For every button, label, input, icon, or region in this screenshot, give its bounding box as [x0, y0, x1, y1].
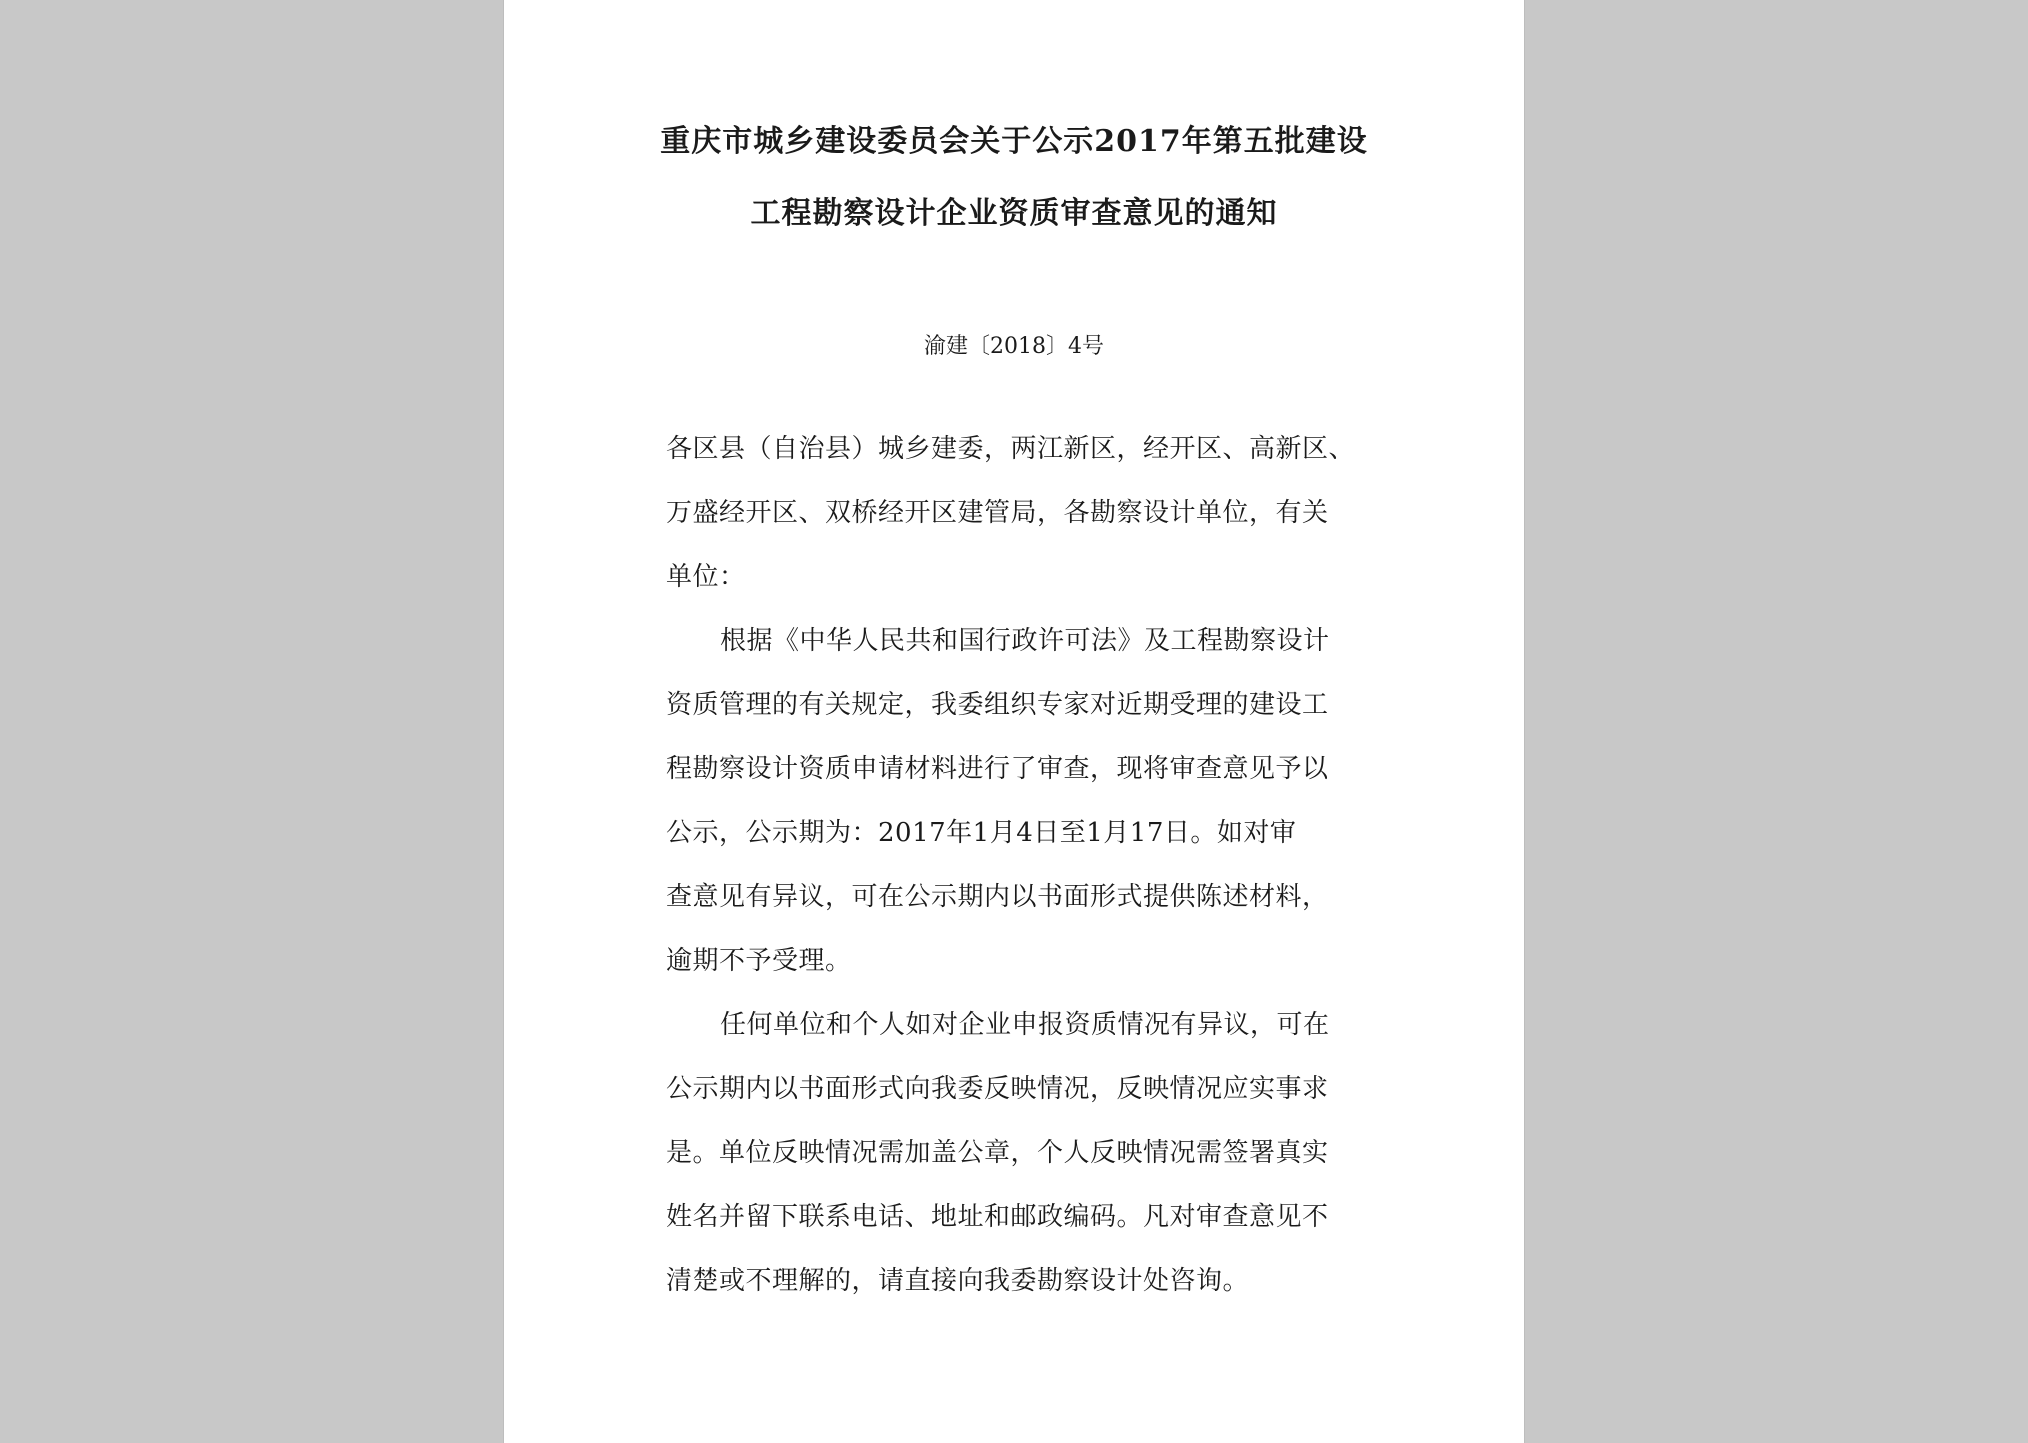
document-number: 渝建〔2018〕4号	[924, 334, 1104, 359]
body-line-6: 程勘察设计资质申请材料进行了审查，现将审查意见予以	[666, 754, 1329, 784]
body-line-10: 任何单位和个人如对企业申报资质情况有异议，可在	[720, 1010, 1330, 1040]
body-line-9: 逾期不予受理。	[666, 946, 852, 976]
body-line-1: 各区县（自治县）城乡建委，两江新区，经开区、高新区、	[666, 434, 1356, 464]
body-line-4: 根据《中华人民共和国行政许可法》及工程勘察设计	[720, 626, 1330, 656]
body-line-7: 公示，公示期为：2017年1月4日至1月17日。如对审	[666, 818, 1297, 848]
document-title-line-1: 重庆市城乡建设委员会关于公示2017年第五批建设	[660, 124, 1368, 159]
document-title-line-2: 工程勘察设计企业资质审查意见的通知	[750, 196, 1278, 231]
body-line-5: 资质管理的有关规定，我委组织专家对近期受理的建设工	[666, 690, 1329, 720]
body-line-3: 单位：	[666, 562, 746, 592]
body-line-13: 姓名并留下联系电话、地址和邮政编码。凡对审查意见不	[666, 1202, 1329, 1232]
body-line-2: 万盛经开区、双桥经开区建管局，各勘察设计单位，有关	[666, 498, 1329, 528]
document-page	[504, 0, 1524, 1443]
body-line-12: 是。单位反映情况需加盖公章，个人反映情况需签署真实	[666, 1138, 1329, 1168]
body-line-14: 清楚或不理解的，请直接向我委勘察设计处咨询。	[666, 1266, 1250, 1296]
body-line-11: 公示期内以书面形式向我委反映情况，反映情况应实事求	[666, 1074, 1329, 1104]
body-line-8: 查意见有异议，可在公示期内以书面形式提供陈述材料，	[666, 882, 1329, 912]
